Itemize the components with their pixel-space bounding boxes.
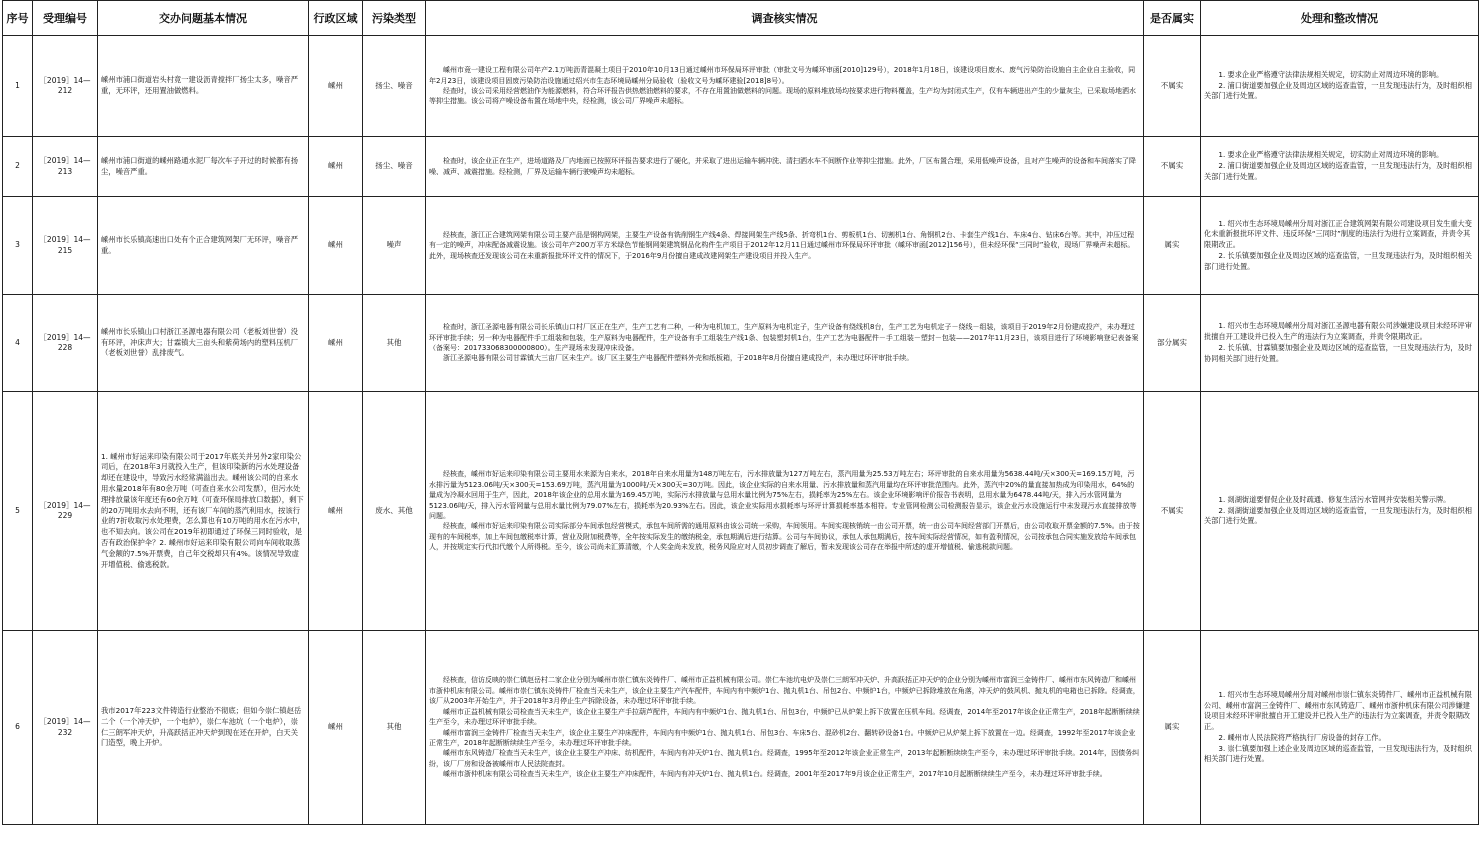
table-row: [3, 197, 1479, 295]
pollution-type: 其他: [363, 631, 426, 825]
findings-paragraph: 经核查，嵊州市好运来印染有限公司主要用水来源为自来水，2018年自来水用量为148万吨左右，污水排放量为127万吨左右，蒸汽用量为25.53万吨左右；环评审批的自来水用量为5638.44吨/天×300天=169.15万吨，污水排污量为5123.06吨/天×300天=153.69万吨，蒸汽用量为1000吨/天×300天=30万吨。因此，该企业实际的自来水用量、污水排放量和蒸汽用量均在环评审批范围内。此外，蒸汽中20%的量直接加热成为印染用水，64%的量成为冷凝水回用于生产，因此，2018年该企业的总用水量为169.45万吨，实际污水排放量与总用水量比例为75%左右，损耗率为25%左右。该企业环境影响评价报告书表明，总用水量为6478.44吨/天，排入污水管网量为5123.06吨/天，排入污水管网量与总用水量比例为79.07%左右，损耗率为20.93%左右。因此，该企业实际用水损耗率与环评计算损耗率基本相符。专业管网检测公司检测报告显示，该企业污水设施运行中未发现污水直接排放等问题。: [429, 470, 1137, 520]
issue-description: 嵊州市浦口街道的嵊州路通水泥厂每次车子开过的时候都有扬尘，噪音严重。: [98, 137, 309, 197]
table-row: [3, 392, 1479, 631]
verdict: 不属实: [1144, 392, 1201, 631]
row-number: 3: [3, 197, 33, 295]
header-findings: 调查核实情况: [426, 1, 1144, 36]
case-id: ［2019］14—212: [33, 36, 98, 137]
pollution-type: 其他: [363, 295, 426, 392]
findings-paragraph: 嵊州市富润三金铸件厂检查当天未生产，该企业主要生产冲床配件，车间内有中频炉1台、抛丸机1台、吊包3台、车床5台、混砂机2台、翻转砂设备1台。中频炉已从炉架上拆下放置在一边。经调查，1992年至2017年该企业正常生产，2018年起断断续续生产至今，未办理过环评审批手续。: [429, 728, 1136, 747]
actions-paragraph: 2. 浦口街道要加强企业及周边区域的巡查监管，一旦发现违法行为，及时组织相关部门进行处置。: [1204, 161, 1472, 181]
pollution-type: 噪声: [363, 197, 426, 295]
case-id: ［2019］14—215: [33, 197, 98, 295]
findings-paragraph: 经核查，嵊州市好运来印染有限公司实际部分车间承包经营模式，承包车间所需的通用原料由该公司统一采购，车间领用。车间实现核销统一由公司开票，统一由公司车间经营部门开票后，由公司收取开票金额的7.5%。由于按现有的车间税率，加上车间包缴税率计算，营业及附加税费等，全年按实际发生的缴纳税金，承包期满后进行结算。公司与车间协议，承包人承包期满后，按车间实际经营情况，如有盈利情况，公司按承包合同实施发放给车间承包人，并按规定实行代扣代缴个人所得税。至今，该公司尚未汇算清缴，个人奖金尚未发放，税务风险应对人员初步调查了解后，暂未发现该公司存在举报中所述的虚开增值税、偷逃税款问题。: [429, 522, 1140, 552]
pollution-type: 扬尘、噪音: [363, 137, 426, 197]
issue-description: 我市2017年223文件铸造行业整治不彻底；但如今崇仁镇赵岳二个（一个冲天炉，一个电炉），崇仁车池坑（一个电炉），崇仁三朗军冲天炉，升高跃括正冲天炉到现在还在开炉，白天关门造型，晚上开炉。: [98, 631, 309, 825]
findings-paragraph: 嵊州市东风铸造厂检查当天未生产，该企业主要生产冲床、纺机配件，车间内有冲天炉1台、抛丸机1台。经调查，1995年至2012年该企业正常生产，2013年起断断续续生产至今，未办理过环评审批手续。2014年，因债务纠纷，该厂厂房和设备被嵊州市人民法院查封。: [429, 749, 1140, 768]
verdict: 属实: [1144, 631, 1201, 825]
table-row: [3, 137, 1479, 197]
header-region: 行政区域: [309, 1, 363, 36]
region: 嵊州: [309, 197, 363, 295]
actions: [1201, 631, 1479, 825]
findings-paragraph: 浙江圣源电器有限公司甘霖镇大三亩厂区未生产。该厂区主要生产电器配件塑料外壳和纸板箱，于2018年8月份擅自建成投产，未办理过环评审批手续。: [443, 354, 914, 363]
findings: [426, 392, 1144, 631]
row-number: 4: [3, 295, 33, 392]
issue-description: 嵊州市长乐镇山口村浙江圣源电器有限公司（老板刘世誉）没有环评，冲床声大；甘霖镇大三亩头和紫荷场内的塑料压机厂（老板刘世誉）乱排废气。: [98, 295, 309, 392]
findings-paragraph: 经查时，该公司采用经营燃油作为能源燃料，符合环评报告供热燃油燃料的要求，不存在用置油做燃料的问题。现场的原料堆放场均按要求进行物料覆盖，生产均为封闭式生产，仅有车辆进出产生的少量灰尘，已采取场地洒水等抑尘措施。该公司将产噪设备布置在场地中央，经检测，该公司厂界噪声未超标。: [429, 87, 1136, 106]
header-row: [3, 1, 1479, 36]
case-id: ［2019］14—232: [33, 631, 98, 825]
actions-paragraph: 2. 剡湖街道要加强企业及周边区域的巡查监管，一旦发现违法行为，及时组织相关部门进行处置。: [1204, 505, 1472, 526]
actions-paragraph: 2. 长乐镇、甘霖镇要加强企业及周边区域的巡查监管，一旦发现违法行为，及时协同相关部门进行处置。: [1204, 343, 1472, 363]
findings-paragraph: 检查时，浙江圣源电器有限公司长乐镇山口村厂区正在生产，生产工艺有二种，一种为电机加工，生产原料为电机定子，生产设备有绕线机8台，生产工艺为电机定子－绕线－组装，该项目于2019年2月份建成投产，未办理过环评审批手续；另一种为电器配件手工组装和包装，生产原料为电器配件，生产设备有手工组装生产线1条、包装塑封机1台，生产工艺为电器配件－手工组装－塑封－包装——2017年11月23日，该项目进行了环境影响登记表备案（备案号：201733068300000800）。生产现场未发现冲床设备。: [429, 323, 1139, 352]
row-number: 5: [3, 392, 33, 631]
findings-paragraph: 检查时，该企业正在生产，进场道路及厂内地面已按照环评报告要求进行了硬化，并采取了进出运输车辆冲洗、清扫洒水车不间断作业等抑尘措施。此外，厂区布置合理，采用低噪声设备，且对产生噪声的设备和车间落实了降噪、减声、减震措施。经检测，厂界及运输车辆行驶噪声均未超标。: [429, 157, 1136, 176]
actions: [1201, 197, 1479, 295]
findings-paragraph: 嵊州市竟一建设工程有限公司年产2.1万吨沥青混凝土项目于2010年10月13日通过嵊州市环保局环评审批（审批文号为嵊环审函[2010]129号），2018年1月18日，该建设项目废水、废气污染防治设施自主企业自主验收，同年2月23日，该建设项目固废污染防治设施通过绍兴市生态环境局嵊州分局验收（验收文号为嵊环建验[2018]8号）。: [429, 66, 1136, 85]
actions-paragraph: 2. 浦口街道要加强企业及周边区域的巡查监管，一旦发现违法行为，及时组织相关部门进行处置。: [1204, 80, 1472, 101]
issue-description: 嵊州市长乐镇高速出口处有个正合建筑网架厂无环评，噪音严重。: [98, 197, 309, 295]
findings-paragraph: 经核查，浙江正合建筑网架有限公司主要产品是钢构网架，主要生产设备有铣削钢生产线4条、焊接网架生产线5条、折弯机1台、剪板机1台、切割机1台、角钢机2台、卡套生产线1台、车床4台、钻床6台等。其中，冲压过程有一定的噪声，冲床配备减震设施。该公司年产200万平方米绿色节能钢网架建筑钢品化构件生产项目于2012年12月11日通过嵊州市环保局环评审批（嵊环审函[2012]156号），但未经环保“三同时”验收，现场厂界噪声未超标。此外，现场核查还发现该公司在未重新报批环评文件的情况下，于2016年9月份擅自建成改建网架生产建设项目并投入生产。: [429, 230, 1135, 260]
table-row: [3, 295, 1479, 392]
actions-paragraph: 1. 要求企业严格遵守法律法规相关规定，切实防止对周边环境的影响。: [1218, 150, 1444, 160]
region: 嵊州: [309, 36, 363, 137]
actions: [1201, 392, 1479, 631]
actions-paragraph: 1. 剡湖街道要督促企业及时疏通、修复生活污水管网并安装相关警示牌。: [1218, 494, 1451, 504]
region: 嵊州: [309, 631, 363, 825]
table-row: [3, 631, 1479, 825]
actions-paragraph: 2. 长乐镇要加强企业及周边区域的巡查监管，一旦发现违法行为，及时组织相关部门进行处置。: [1204, 250, 1472, 271]
header-case-id: 受理编号: [33, 1, 98, 36]
actions-paragraph: 1. 要求企业严格遵守法律法规相关规定，切实防止对周边环境的影响。: [1218, 69, 1444, 79]
actions-paragraph: 1. 绍兴市生态环境局嵊州分局对嵊州市崇仁镇东炎铸件厂、嵊州市正益机械有限公司、嵊州市富润三金铸件厂、嵊州市东风铸造厂、嵊州市浙仲机床有限公司涉嫌建设项目未经环评审批擅自开工建设并已投入生产的违法行为立案调查，并责令限期改正。: [1204, 689, 1472, 732]
findings: [426, 137, 1144, 197]
table-row: [3, 36, 1479, 137]
header-pollution: 污染类型: [363, 1, 426, 36]
row-number: 6: [3, 631, 33, 825]
pollution-type: 废水、其他: [363, 392, 426, 631]
actions-paragraph: 1. 绍兴市生态环境局嵊州分局对浙江正合建筑网架有限公司建设项目发生重大变化未重新报批环评文件、违反环保“三同时”制度的违法行为进行立案调查，并责令其限期改正。: [1204, 218, 1472, 250]
issue-description: 嵊州市浦口街道岩头村竟一建设沥青搅拌厂扬尘太多，噪音严重，无环评，还用置油做燃料。: [98, 36, 309, 137]
case-id: ［2019］14—228: [33, 295, 98, 392]
region: 嵊州: [309, 392, 363, 631]
pollution-type: 扬尘、噪音: [363, 36, 426, 137]
actions: [1201, 137, 1479, 197]
actions-paragraph: 2. 嵊州市人民法院将严格执行厂房设备的封存工作。: [1218, 732, 1386, 742]
case-id: ［2019］14—229: [33, 392, 98, 631]
verdict: 属实: [1144, 197, 1201, 295]
issue-description: 1. 嵊州市好运来印染有限公司于2017年底关并另外2家印染公司后，在2018年3月就投入生产，但该印染新的污水处理设备却还在建设中，导致污水经常满溢出去。嵊州该公司的自来水用水量2018年有80余万吨（可查自来水公司发票），但污水处理排放量该年度还有60余万吨（可查环保局排放口数据），剩下的20万吨用水去向不明，还有该厂车间的蒸汽利用水，按该行业的7折收取污水处理费，怎么算也有10万吨的用水在污水中，也不知去向。该公司在2019年初即通过了环保三同时验收，是否有政治保护伞？2. 嵊州市好运来印染有限公司向车间收取蒸气金额的7.5%开票费，自己年交税却只有4%。该情况导致虚开增值税、偷逃税款。: [98, 392, 309, 631]
region: 嵊州: [309, 295, 363, 392]
header-no: 序号: [3, 1, 33, 36]
verdict: 不属实: [1144, 137, 1201, 197]
region: 嵊州: [309, 137, 363, 197]
actions: [1201, 295, 1479, 392]
row-number: 2: [3, 137, 33, 197]
complaint-table: [2, 0, 1479, 825]
actions: [1201, 36, 1479, 137]
actions-paragraph: 1. 绍兴市生态环境局嵊州分局对浙江圣源电器有限公司涉嫌建设项目未经环评审批擅自开工建设并已投入生产的违法行为立案调查，并责令限期改正。: [1204, 321, 1472, 342]
row-number: 1: [3, 36, 33, 137]
findings-paragraph: 嵊州市正益机械有限公司检查当天未生产，该企业主要生产手拉葫芦配件，车间内有中频炉1台、抛丸机1台、吊包3台，中频炉已从炉架上拆下放置在压机车间。经调查，2014年至2017年该企业正常生产，2018年起断断续续生产至今，未办理过环评审批手续。: [429, 707, 1140, 727]
header-actions: 处理和整改情况: [1201, 1, 1479, 36]
case-id: ［2019］14—213: [33, 137, 98, 197]
verdict: 不属实: [1144, 36, 1201, 137]
findings-paragraph: 嵊州市浙仲机床有限公司检查当天未生产，该企业主要生产冲床配件，车间内有冲天炉1台、抛丸机1台。经调查，2001年至2017年9月该企业正常生产，2017年10月起断断续续生产至今，未办理过环评审批手续。: [443, 770, 1107, 779]
findings: [426, 631, 1144, 825]
header-verdict: 是否属实: [1144, 1, 1201, 36]
header-issue: 交办问题基本情况: [98, 1, 309, 36]
verdict: 部分属实: [1144, 295, 1201, 392]
findings: [426, 197, 1144, 295]
actions-paragraph: 3. 崇仁镇要加强上述企业及周边区域的巡查监管，一旦发现违法行为，及时组织相关部门进行处置。: [1204, 743, 1472, 764]
findings-paragraph: 经核查，信访反映的崇仁镇赵岳村二家企业分别为嵊州市崇仁镇东炎铸件厂、嵊州市正益机械有限公司。崇仁车池坑电炉及崇仁三朗军冲天炉、升高跃括正冲天炉的企业分别为嵊州市富润三金铸件厂、嵊州市东风铸造厂和嵊州市浙仲机床有限公司。嵊州市崇仁镇东炎铸件厂检查当天未生产，该企业主要生产汽车配件，车间内有中频炉1台、抛丸机1台、吊包2台、中频炉1台，中频炉已拆除堆放在角落，冲天炉的鼓风机、抛丸机的电箱也已拆除。经调查，该厂从2003年开始生产，并于2018年3月停止生产拆除设备，未办理过环评审批手续。: [429, 676, 1140, 706]
findings: [426, 36, 1144, 137]
findings: [426, 295, 1144, 392]
